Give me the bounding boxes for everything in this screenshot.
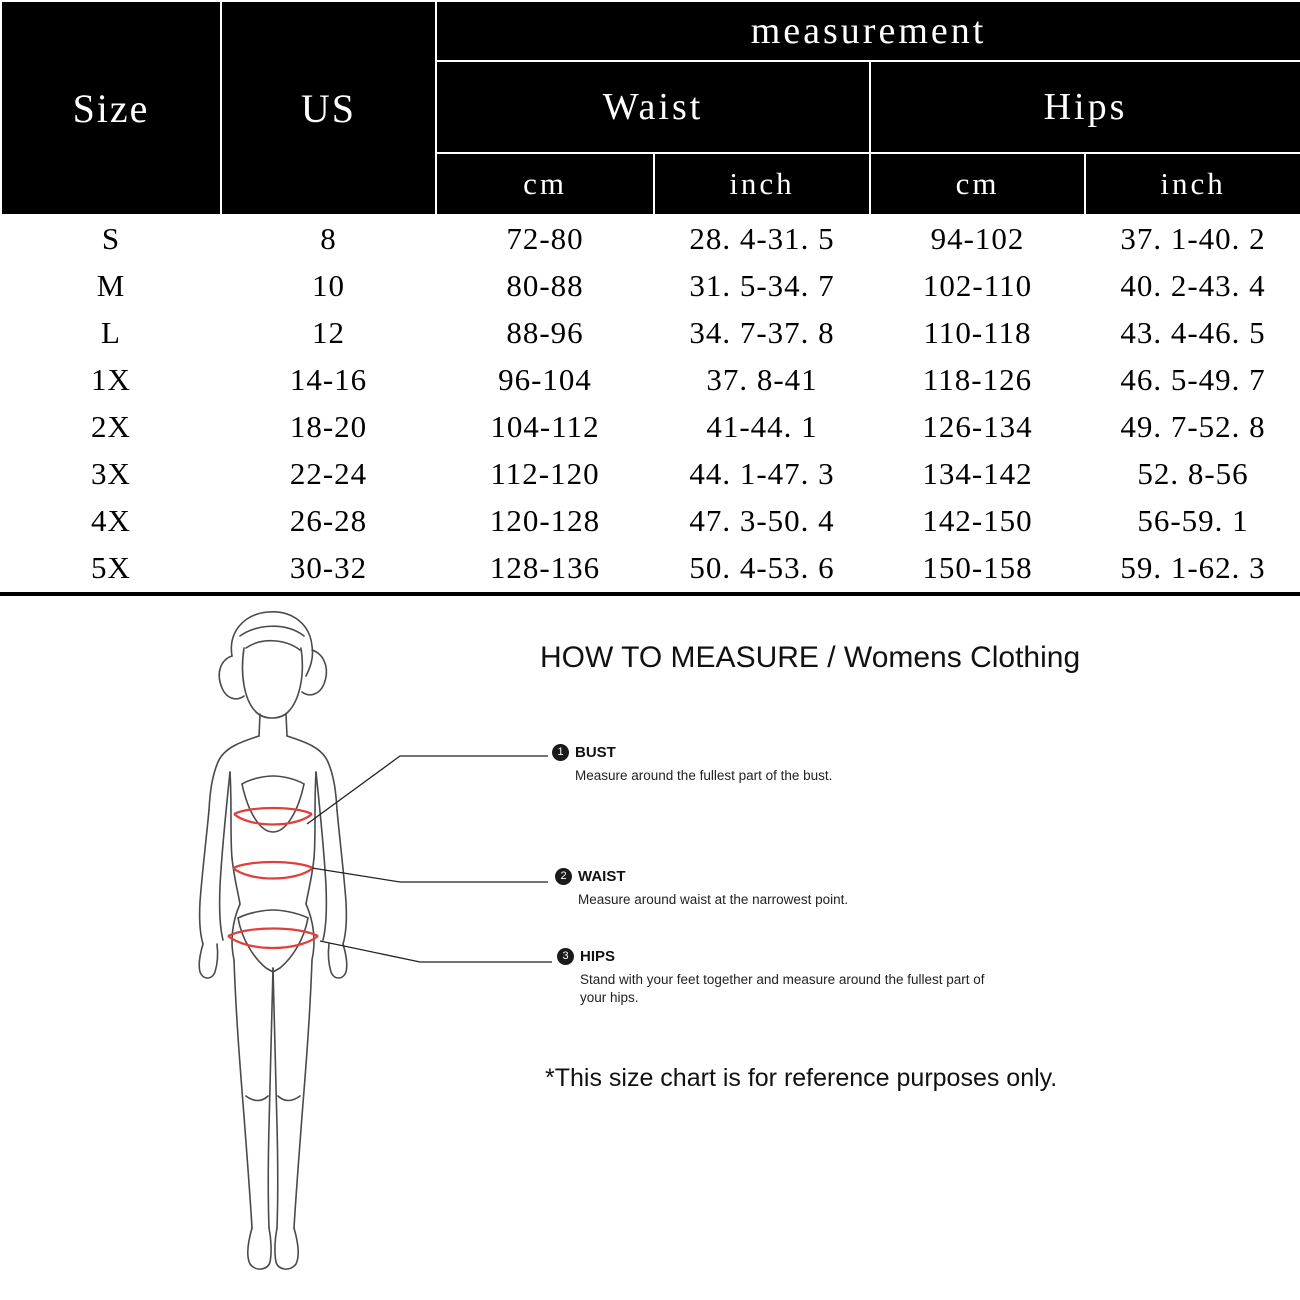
header-waist-cm: cm	[523, 166, 567, 201]
cell-hips-cm: 142-150	[870, 497, 1085, 544]
cell-size: M	[1, 262, 221, 309]
table-head	[1, 1, 1300, 215]
cell-waist-cm: 96-104	[436, 356, 654, 403]
cell-us: 22-24	[221, 450, 436, 497]
table-row	[1, 544, 1300, 591]
table-row	[1, 497, 1300, 544]
cell-us: 12	[221, 309, 436, 356]
table-row	[1, 356, 1300, 403]
table-row	[1, 403, 1300, 450]
header-hips-cm: cm	[955, 166, 1000, 201]
cell-waist-inch: 50. 4-53. 6	[654, 544, 870, 591]
cell-us: 14-16	[221, 356, 436, 403]
cell-size: 2X	[1, 403, 221, 450]
cell-size: S	[1, 215, 221, 262]
cell-us: 10	[221, 262, 436, 309]
cell-size: L	[1, 309, 221, 356]
cell-waist-cm: 80-88	[436, 262, 654, 309]
cell-hips-inch: 59. 1-62. 3	[1085, 544, 1300, 591]
header-waist: Waist	[602, 86, 704, 128]
cell-hips-inch: 40. 2-43. 4	[1085, 262, 1300, 309]
cell-waist-inch: 44. 1-47. 3	[654, 450, 870, 497]
callout-description: Stand with your feet together and measure around the fullest part of your hips.	[580, 972, 985, 1006]
how-to-measure-title: HOW TO MEASURE / Womens Clothing	[540, 641, 1081, 674]
cell-us: 8	[221, 215, 436, 262]
cell-waist-cm: 88-96	[436, 309, 654, 356]
cell-hips-cm: 126-134	[870, 403, 1085, 450]
cell-waist-cm: 112-120	[436, 450, 654, 497]
callout-description: Measure around waist at the narrowest point.	[578, 892, 849, 907]
cell-waist-cm: 120-128	[436, 497, 654, 544]
callout-title: WAIST	[578, 868, 626, 885]
cell-hips-inch: 43. 4-46. 5	[1085, 309, 1300, 356]
callout-title: BUST	[575, 744, 616, 761]
female-body-illustration	[120, 596, 450, 1300]
disclaimer-note: *This size chart is for reference purposes only.	[545, 1064, 1058, 1092]
header-us: US	[300, 85, 357, 131]
cell-waist-inch: 47. 3-50. 4	[654, 497, 870, 544]
cell-hips-inch: 56-59. 1	[1085, 497, 1300, 544]
table-row	[1, 450, 1300, 497]
callout-number-icon: 3	[557, 948, 574, 965]
table-row	[1, 309, 1300, 356]
table-row	[1, 215, 1300, 262]
header-hips-inch: inch	[1160, 166, 1226, 201]
cell-us: 26-28	[221, 497, 436, 544]
cell-size: 4X	[1, 497, 221, 544]
size-table	[0, 0, 1300, 592]
cell-hips-inch: 49. 7-52. 8	[1085, 403, 1300, 450]
callout-number-icon: 2	[555, 868, 572, 885]
cell-waist-inch: 41-44. 1	[654, 403, 870, 450]
cell-waist-cm: 104-112	[436, 403, 654, 450]
cell-waist-cm: 72-80	[436, 215, 654, 262]
cell-hips-cm: 94-102	[870, 215, 1085, 262]
cell-hips-inch: 46. 5-49. 7	[1085, 356, 1300, 403]
cell-waist-inch: 34. 7-37. 8	[654, 309, 870, 356]
header-size: Size	[72, 85, 150, 131]
cell-hips-inch: 37. 1-40. 2	[1085, 215, 1300, 262]
cell-size: 3X	[1, 450, 221, 497]
cell-hips-cm: 134-142	[870, 450, 1085, 497]
cell-waist-inch: 28. 4-31. 5	[654, 215, 870, 262]
cell-hips-cm: 150-158	[870, 544, 1085, 591]
header-waist-inch: inch	[729, 166, 795, 201]
callout-title: HIPS	[580, 948, 616, 965]
cell-hips-cm: 102-110	[870, 262, 1085, 309]
header-row-group	[1, 1, 1300, 61]
cell-us: 30-32	[221, 544, 436, 591]
cell-hips-cm: 118-126	[870, 356, 1085, 403]
table-row	[1, 262, 1300, 309]
size-table-container	[0, 0, 1300, 596]
cell-hips-cm: 110-118	[870, 309, 1085, 356]
cell-hips-inch: 52. 8-56	[1085, 450, 1300, 497]
cell-size: 1X	[1, 356, 221, 403]
cell-waist-inch: 37. 8-41	[654, 356, 870, 403]
callout-description: Measure around the fullest part of the bust.	[575, 768, 833, 783]
cell-us: 18-20	[221, 403, 436, 450]
header-hips: Hips	[1043, 86, 1128, 128]
how-to-measure-section	[0, 596, 1300, 1300]
header-measurement: measurement	[750, 10, 987, 52]
cell-size: 5X	[1, 544, 221, 591]
table-body	[1, 215, 1300, 591]
callout-number-icon: 1	[552, 744, 569, 761]
cell-waist-inch: 31. 5-34. 7	[654, 262, 870, 309]
cell-waist-cm: 128-136	[436, 544, 654, 591]
